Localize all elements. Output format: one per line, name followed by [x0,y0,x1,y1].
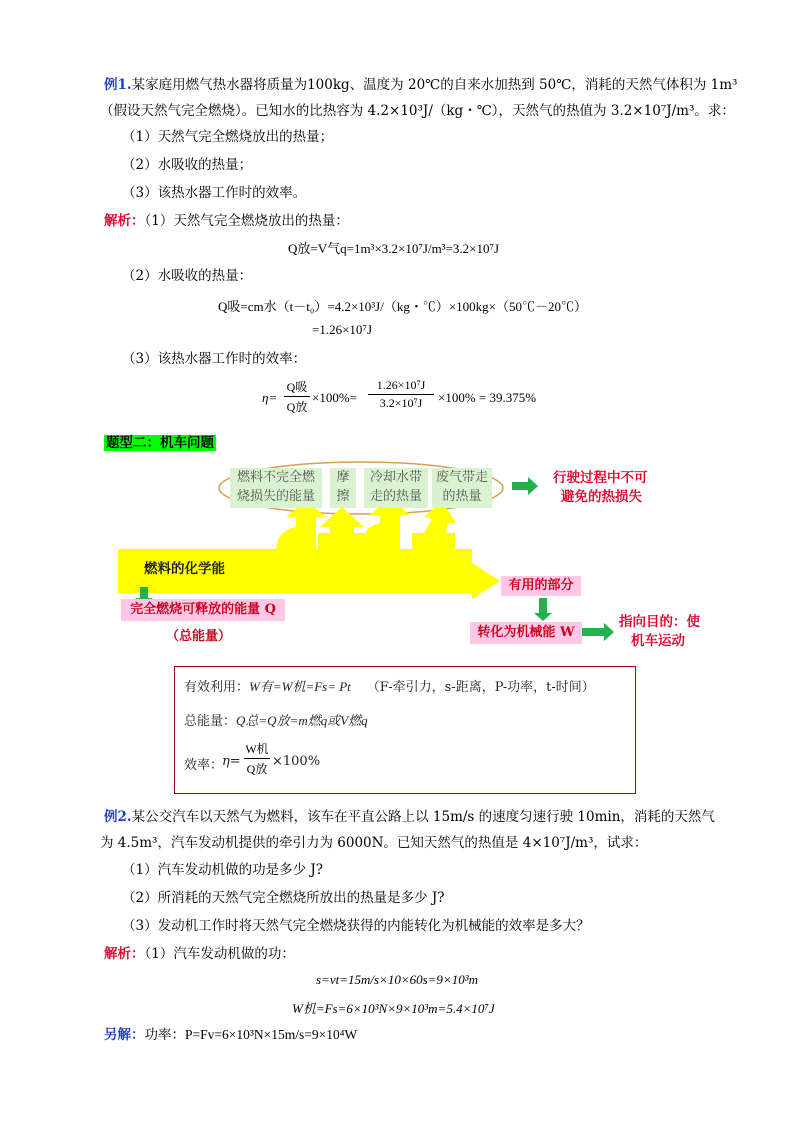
loss-box-cooling-water: 冷却水带 走的热量 [364,468,428,508]
purpose-green-arrow [582,623,614,641]
purpose-note: 指向目的：使 机车运动 [619,614,700,649]
ex2-q1: （1）汽车发动机做的功是多少 J? [122,862,324,878]
loss-green-arrow [512,477,538,495]
ex2-line1: 例2.某公交汽车以天然气为燃料，该车在平直公路上以 15m/s 的速度匀速行驶 10min，消耗的天然气 [104,809,715,825]
formula-useful: 有效利用：W有=W机=Fs= Pt （F-牵引力，s-距离，P-功率，t-时间） [184,679,595,695]
ex1-solution-title: 解析：（1）天然气完全燃烧放出的热量： [104,213,349,229]
fuel-chemical-energy: 燃料的化学能 [144,561,225,577]
ex2-q2: （2）所消耗的天然气完全燃烧所放出的热量是多少 J? [122,890,445,906]
ex1-eq-q-absorbed: Q吸=cm水（t－t₀）=4.2×10³J/（kg・℃）×100kg×（50℃－20℃） [218,299,588,314]
ex1-q2: （2）水吸收的热量； [122,157,253,173]
ex2-line2: 为 4.5m³，汽车发动机提供的牵引力为 6000N。已知天然气的热值是 4×10⁷J/m³，试求： [100,835,648,851]
ex1-line1: 例1.某家庭用燃气热水器将质量为100kg、温度为 20℃的自来水加热到 50℃，消耗的天然气体积为 1m³ [104,77,738,93]
alt-label: 另解： [104,1027,145,1043]
useful-part-box: 有用的部分 [501,576,581,596]
ex1-frac1: Q吸 Q放 [284,378,310,415]
formula-total: 总能量：Q总=Q放=m燃q或V燃q [184,713,368,729]
ex1-sol3-title: （3）该热水器工作时的效率： [122,351,307,367]
ex2-eq-work: W机=Fs=6×10³N×9×10³m=5.4×10⁷J [292,1001,495,1016]
ex1-sol2-title: （2）水吸收的热量： [122,268,253,284]
ex1-eq-q-absorbed-result: =1.26×10⁷J [312,322,373,337]
total-energy-note: （总能量） [166,629,232,644]
ex1-line2: （假设天然气完全燃烧）。已知水的比热容为 4.2×10³J/（kg・℃），天然气的热值为 3.2×10⁷J/m³。求： [100,103,735,119]
solution-label: 解析： [104,946,145,962]
ex2-eq-distance: s=vt=15m/s×10×60s=9×10³m [316,972,478,987]
section2-title: 题型二：机车问题 [106,435,214,451]
ex1-eq-q-released: Q放=V气q=1m³×3.2×10⁷J/m³=3.2×10⁷J [288,241,500,256]
ex2-solution-title: 解析：（1）汽车发动机做的功： [104,946,295,962]
loss-box-incomplete-combustion: 燃料不完全燃 烧损失的能量 [230,468,322,508]
total-energy-box: 完全燃烧可释放的能量 Q [121,599,285,621]
ex2-alt-solution: 另解：功率：P=Fv=6×10³N×15m/s=9×10⁴W [104,1027,358,1043]
ex1-frac2: 1.26×10⁷J 3.2×10⁷J [368,378,434,411]
useful-green-arrow [534,598,552,621]
ex2-q3: （3）发动机工作时将天然气完全燃烧获得的内能转化为机械能的效率是多大？ [122,918,590,934]
loss-box-exhaust: 废气带走 的热量 [432,468,492,508]
ex1-label: 例1. [104,77,132,93]
loss-box-friction: 摩 擦 [330,468,356,508]
ex2-label: 例2. [104,809,132,825]
ex1-q1: （1）天然气完全燃烧放出的热量； [122,129,334,145]
solution-label: 解析： [104,213,145,229]
mechanical-energy-box: 转化为机械能 W [470,622,582,644]
ex1-q3: （3）该热水器工作时的效率。 [122,185,307,201]
loss-note: 行驶过程中不可 避免的热损失 [553,470,648,505]
